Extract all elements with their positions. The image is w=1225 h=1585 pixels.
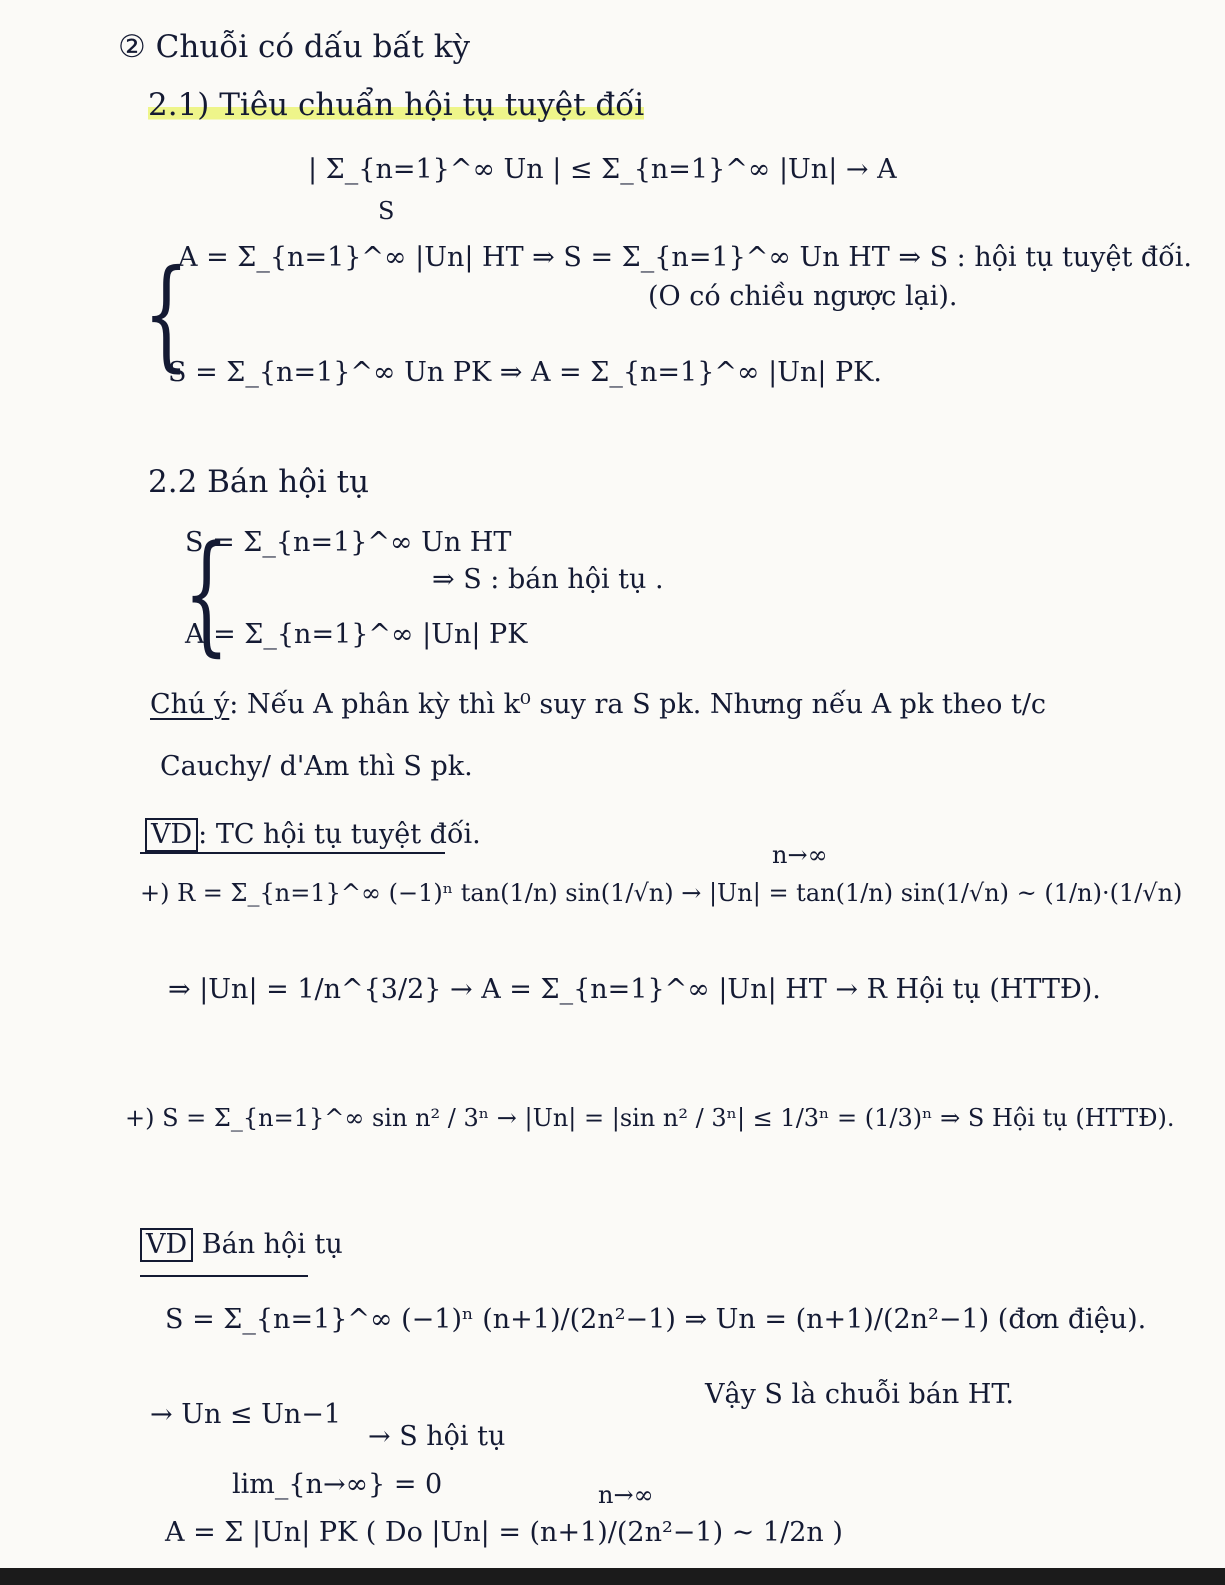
- formula-line: → S hội tụ: [368, 1421, 506, 1452]
- example-label: VD: [145, 818, 198, 852]
- formula-annotation: S: [378, 197, 395, 225]
- formula-line: A = Σ |Un| PK ( Do |Un| = (n+1)/(2n²−1) ~ 1/2n ): [165, 1517, 843, 1548]
- formula-line: S = Σ_{n=1}^∞ Un PK ⇒ A = Σ_{n=1}^∞ |Un| PK.: [168, 357, 882, 388]
- heading-underline: [140, 852, 445, 854]
- example-label: VD: [140, 1228, 193, 1262]
- formula-line: ⇒ S : bán hội tụ .: [432, 564, 664, 595]
- conclusion-text: Vậy S là chuỗi bán HT.: [705, 1379, 1014, 1410]
- note-line: [150, 690, 1046, 720]
- note-text: : Nếu A phân kỳ thì k⁰ suy ra S pk. Nhưng nếu A pk theo t/c: [229, 689, 1047, 720]
- formula-line: ⇒ |Un| = 1/n^{3/2} → A = Σ_{n=1}^∞ |Un| HT → R Hội tụ (HTTĐ).: [168, 974, 1101, 1005]
- formula-line: → Un ≤ Un−1: [150, 1399, 342, 1430]
- left-brace-icon: {: [143, 245, 190, 384]
- note-label: Chú ý: [150, 689, 230, 720]
- formula-line: +) R = Σ_{n=1}^∞ (−1)ⁿ tan(1/n) sin(1/√n) → |Un| = tan(1/n) sin(1/√n) ~ (1/n)·(1/√n): [140, 879, 1183, 907]
- formula-annotation: n→∞: [772, 841, 828, 869]
- left-brace-icon: {: [183, 517, 230, 669]
- formula-line: S = Σ_{n=1}^∞ (−1)ⁿ (n+1)/(2n²−1) ⇒ Un = (n+1)/(2n²−1) (đơn điệu).: [165, 1304, 1147, 1335]
- formula-line: lim_{n→∞} = 0: [232, 1469, 443, 1500]
- formula-line: A = Σ_{n=1}^∞ |Un| PK: [185, 619, 528, 650]
- example-heading: [140, 1228, 343, 1262]
- highlighted-heading-text: 2.1) Tiêu chuẩn hội tụ tuyệt đối: [148, 87, 645, 123]
- formula-line: S = Σ_{n=1}^∞ Un HT: [185, 527, 512, 558]
- note-line: Cauchy/ d'Am thì S pk.: [160, 751, 473, 782]
- formula-annotation: n→∞: [598, 1481, 654, 1509]
- example-heading: [145, 818, 481, 852]
- section-heading: ② Chuỗi có dấu bất kỳ: [118, 29, 471, 65]
- page-edge-shadow: [0, 1568, 1225, 1585]
- subsection-heading: [148, 88, 644, 122]
- heading-underline: [140, 1275, 308, 1277]
- example-title: Bán hội tụ: [201, 1229, 343, 1260]
- example-title: : TC hội tụ tuyệt đối.: [198, 819, 481, 850]
- subsection-heading: 2.2 Bán hội tụ: [148, 464, 370, 500]
- formula-line: A = Σ_{n=1}^∞ |Un| HT ⇒ S = Σ_{n=1}^∞ Un HT ⇒ S : hội tụ tuyệt đối.: [178, 242, 1192, 273]
- formula-note: (O có chiều ngược lại).: [648, 281, 958, 312]
- formula-line: | Σ_{n=1}^∞ Un | ≤ Σ_{n=1}^∞ |Un| → A: [308, 154, 897, 185]
- formula-line: +) S = Σ_{n=1}^∞ sin n² / 3ⁿ → |Un| = |sin n² / 3ⁿ| ≤ 1/3ⁿ = (1/3)ⁿ ⇒ S Hội tụ (HTTĐ).: [125, 1104, 1175, 1132]
